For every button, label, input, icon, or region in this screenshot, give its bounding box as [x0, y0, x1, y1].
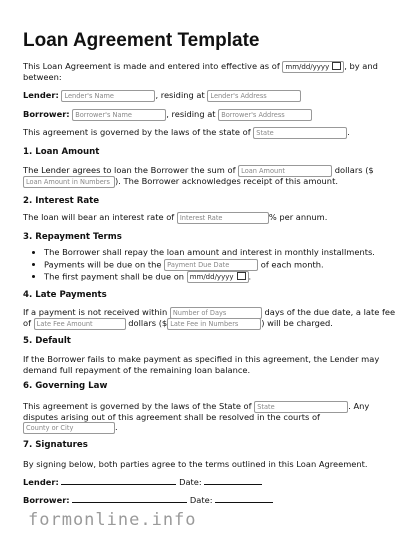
section-heading-governing-law: 6. Governing Law — [23, 381, 108, 391]
borrower-date-field[interactable] — [215, 494, 273, 503]
default-line-2: demand full repayment of the remaining loan balance. — [23, 365, 251, 375]
section-heading-default: 5. Default — [23, 336, 71, 346]
agreement-date-input[interactable]: mm/dd/yyyy — [282, 61, 344, 73]
governed-line: This agreement is governed by the laws of the state of State . — [23, 127, 350, 137]
late-fee-amount-input[interactable]: Late Fee Amount — [34, 318, 126, 330]
section-heading-repayment: 3. Repayment Terms — [23, 232, 122, 242]
interest-rate-line: The loan will bear an interest rate of Interest Rate % per annum. — [23, 212, 328, 222]
late-fee-numbers-input[interactable]: Late Fee in Numbers — [167, 318, 261, 330]
section-heading-interest-rate: 2. Interest Rate — [23, 196, 100, 206]
interest-rate-input[interactable]: Interest Rate — [177, 212, 269, 224]
governing-law-line-3: County or City . — [23, 421, 118, 434]
payment-due-date-input[interactable]: Payment Due Date — [164, 259, 258, 271]
lender-address-input[interactable]: Lender's Address — [207, 90, 301, 102]
loan-amount-line-1: The Lender agrees to loan the Borrower the sum of Loan Amount dollars ($ — [23, 165, 374, 175]
section-heading-signatures: 7. Signatures — [23, 440, 88, 450]
list-item: • The Borrower shall repay the loan amount and interest in monthly installments. — [44, 247, 375, 259]
loan-amount-line-2: Loan Amount in Numbers ). The Borrower acknowledges receipt of this amount. — [23, 175, 338, 188]
lender-signature-line: Lender: Date: — [23, 476, 262, 488]
first-payment-date-input[interactable]: mm/dd/yyyy — [187, 271, 249, 283]
calendar-icon[interactable] — [332, 62, 341, 70]
calendar-icon[interactable] — [237, 272, 246, 280]
lender-date-field[interactable] — [204, 476, 262, 485]
watermark: formonline.info — [28, 510, 197, 530]
list-item: • Payments will be due on the Payment Due Date of each month. — [44, 259, 375, 271]
default-line-1: If the Borrower fails to make payment as specified in this agreement, the Lender may — [23, 354, 380, 364]
borrower-address-input[interactable]: Borrower's Address — [218, 109, 312, 121]
lender-name-input[interactable]: Lender's Name — [61, 90, 155, 102]
late-payments-line-2: of Late Fee Amount dollars ($ Late Fee in Numbers ) will be charged. — [23, 318, 333, 328]
page-title: Loan Agreement Template — [23, 30, 260, 51]
late-payments-line-1: If a payment is not received within Number of Days days of the due date, a late fee — [23, 307, 396, 317]
loan-amount-input[interactable]: Loan Amount — [238, 165, 332, 177]
borrower-signature-line: Borrower: Date: — [23, 494, 273, 506]
intro-line-2: between: — [23, 72, 62, 82]
repayment-list — [23, 247, 375, 283]
section-heading-late-payments: 4. Late Payments — [23, 290, 107, 300]
section-heading-loan-amount: 1. Loan Amount — [23, 147, 100, 157]
borrower-name-input[interactable]: Borrower's Name — [72, 109, 166, 121]
governing-law-line-1: This agreement is governed by the laws of the State of State . Any — [23, 401, 370, 411]
list-item: • The first payment shall be due on mm/dd/yyyy . — [44, 271, 375, 283]
number-of-days-input[interactable]: Number of Days — [170, 307, 262, 319]
intro-line-1: This Loan Agreement is made and entered into effective as of mm/dd/yyyy , by and — [23, 61, 378, 71]
signatures-intro: By signing below, both parties agree to the terms outlined in this Loan Agreement. — [23, 459, 368, 469]
borrower-signature-field[interactable] — [72, 494, 187, 503]
lender-signature-field[interactable] — [61, 476, 176, 485]
county-or-city-input[interactable]: County or City — [23, 422, 115, 434]
state-input[interactable]: State — [253, 127, 347, 139]
lender-line: Lender: Lender's Name , residing at Lender's Address — [23, 89, 301, 102]
governing-law-line-2: disputes arising out of this agreement shall be resolved in the courts of — [23, 412, 320, 422]
loan-amount-numbers-input[interactable]: Loan Amount in Numbers — [23, 176, 115, 188]
governing-state-input[interactable]: State — [254, 401, 348, 413]
borrower-line: Borrower: Borrower's Name , residing at Borrower's Address — [23, 108, 312, 121]
